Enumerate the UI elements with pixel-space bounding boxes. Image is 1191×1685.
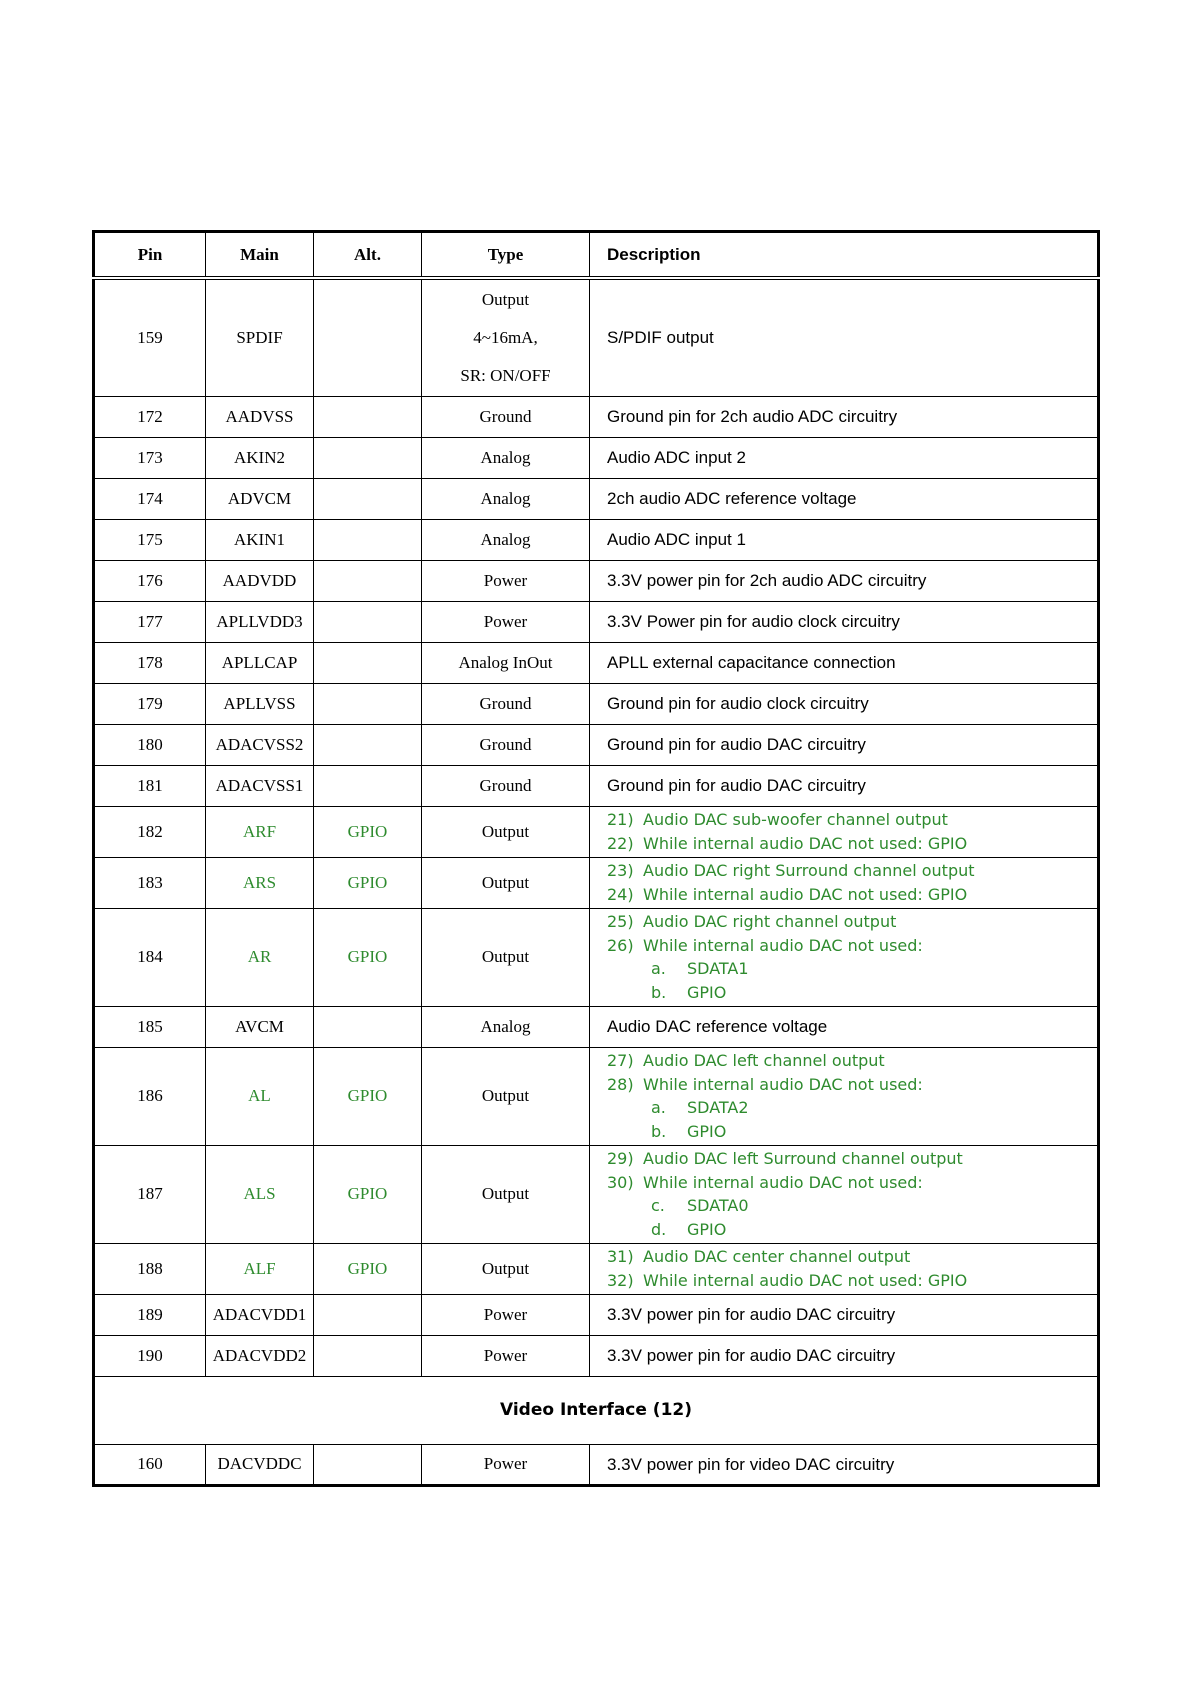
table-body bbox=[94, 278, 1099, 1485]
list-item-text: Audio DAC center channel output bbox=[643, 1247, 911, 1266]
main-cell: AKIN2 bbox=[206, 437, 314, 478]
description-cell: Ground pin for audio DAC circuitry bbox=[590, 724, 1099, 765]
sub-list-item-text: SDATA0 bbox=[687, 1196, 749, 1215]
description-cell: Ground pin for 2ch audio ADC circuitry bbox=[590, 396, 1099, 437]
table-row bbox=[94, 437, 1099, 478]
table-row bbox=[94, 278, 1099, 396]
alt-cell bbox=[314, 601, 422, 642]
list-item-number: 24) bbox=[607, 884, 634, 904]
sub-list-item bbox=[607, 1096, 1097, 1120]
sub-list-item bbox=[607, 981, 1097, 1005]
type-cell: Power bbox=[422, 1294, 590, 1335]
list-item-number: 31) bbox=[607, 1247, 634, 1266]
table-row bbox=[94, 683, 1099, 724]
pin-cell: 181 bbox=[94, 765, 206, 806]
sub-list-item-text: SDATA1 bbox=[687, 959, 749, 978]
table-row bbox=[94, 601, 1099, 642]
description-list bbox=[607, 1245, 1097, 1292]
alt-cell bbox=[314, 683, 422, 724]
list-item-text: While internal audio DAC not used: GPIO bbox=[643, 884, 968, 904]
pin-cell: 185 bbox=[94, 1006, 206, 1047]
header-pin: Pin bbox=[94, 232, 206, 279]
type-cell: Output bbox=[422, 857, 590, 908]
table-row bbox=[94, 724, 1099, 765]
description-cell bbox=[590, 1047, 1099, 1145]
table-row bbox=[94, 765, 1099, 806]
sub-list-item bbox=[607, 1120, 1097, 1144]
alt-cell bbox=[314, 1006, 422, 1047]
pin-cell: 188 bbox=[94, 1243, 206, 1294]
sub-list-item bbox=[607, 1194, 1097, 1218]
list-item bbox=[607, 1245, 1097, 1269]
alt-cell: GPIO bbox=[314, 806, 422, 857]
description-cell: Audio ADC input 2 bbox=[590, 437, 1099, 478]
type-cell: Power bbox=[422, 1335, 590, 1376]
header-type: Type bbox=[422, 232, 590, 279]
header-alt: Alt. bbox=[314, 232, 422, 279]
sub-list-item-letter: d. bbox=[651, 1219, 667, 1239]
description-cell: Audio DAC reference voltage bbox=[590, 1006, 1099, 1047]
list-item bbox=[607, 859, 1097, 883]
main-cell: APLLVDD3 bbox=[206, 601, 314, 642]
type-cell: Output bbox=[422, 1145, 590, 1243]
header-description: Description bbox=[590, 232, 1099, 279]
type-line: SR: ON/OFF bbox=[460, 365, 551, 385]
pin-description-table bbox=[92, 230, 1100, 1487]
sub-list-item-letter: b. bbox=[651, 1121, 667, 1141]
pin-cell: 190 bbox=[94, 1335, 206, 1376]
main-cell: AR bbox=[206, 908, 314, 1006]
list-item-number: 26) bbox=[607, 935, 634, 955]
main-cell: ADVCM bbox=[206, 478, 314, 519]
type-cell: Analog bbox=[422, 437, 590, 478]
main-cell: AKIN1 bbox=[206, 519, 314, 560]
list-item-text: Audio DAC left channel output bbox=[643, 1051, 885, 1070]
list-item bbox=[607, 934, 1097, 958]
alt-cell: GPIO bbox=[314, 1243, 422, 1294]
sub-list-item-letter: c. bbox=[651, 1196, 665, 1215]
pin-cell: 173 bbox=[94, 437, 206, 478]
pin-cell: 177 bbox=[94, 601, 206, 642]
sub-list-item bbox=[607, 957, 1097, 981]
alt-cell: GPIO bbox=[314, 908, 422, 1006]
list-item-number: 22) bbox=[607, 833, 634, 853]
list-item-number: 23) bbox=[607, 861, 634, 880]
section-header-row bbox=[94, 1376, 1099, 1444]
description-cell bbox=[590, 908, 1099, 1006]
alt-cell bbox=[314, 1335, 422, 1376]
list-item bbox=[607, 1073, 1097, 1097]
type-line: Output bbox=[481, 289, 530, 309]
pin-cell: 172 bbox=[94, 396, 206, 437]
type-cell: Output bbox=[422, 908, 590, 1006]
alt-cell bbox=[314, 437, 422, 478]
list-item-text: Audio DAC sub-woofer channel output bbox=[643, 810, 948, 829]
description-list bbox=[607, 910, 1097, 1004]
description-list bbox=[607, 808, 1097, 855]
main-cell: ADACVSS1 bbox=[206, 765, 314, 806]
alt-cell: GPIO bbox=[314, 857, 422, 908]
list-item bbox=[607, 808, 1097, 832]
table-row bbox=[94, 478, 1099, 519]
main-cell: AADVSS bbox=[206, 396, 314, 437]
section-title: Video Interface (12) bbox=[94, 1376, 1099, 1444]
list-item-text: While internal audio DAC not used: GPIO bbox=[643, 1270, 968, 1290]
list-item bbox=[607, 910, 1097, 934]
table-header-row bbox=[94, 232, 1099, 279]
table-row bbox=[94, 1335, 1099, 1376]
alt-cell bbox=[314, 724, 422, 765]
description-cell: 3.3V power pin for audio DAC circuitry bbox=[590, 1294, 1099, 1335]
list-item bbox=[607, 1269, 1097, 1293]
type-cell: Analog bbox=[422, 478, 590, 519]
sub-list-item-text: GPIO bbox=[687, 1121, 727, 1141]
main-cell: ADACVSS2 bbox=[206, 724, 314, 765]
list-item bbox=[607, 1171, 1097, 1195]
type-cell: Output bbox=[422, 806, 590, 857]
sub-list-item-text: GPIO bbox=[687, 1219, 727, 1239]
table-row bbox=[94, 560, 1099, 601]
type-cell: Output bbox=[422, 1047, 590, 1145]
main-cell: APLLCAP bbox=[206, 642, 314, 683]
list-item-text: While internal audio DAC not used: bbox=[643, 935, 923, 955]
type-cell: Analog InOut bbox=[422, 642, 590, 683]
table-row bbox=[94, 1294, 1099, 1335]
type-cell: Power bbox=[422, 1444, 590, 1485]
table-row bbox=[94, 1243, 1099, 1294]
type-cell: Power bbox=[422, 560, 590, 601]
description-cell bbox=[590, 806, 1099, 857]
description-list bbox=[607, 1049, 1097, 1143]
main-cell: ALS bbox=[206, 1145, 314, 1243]
type-cell: Output bbox=[422, 1243, 590, 1294]
description-cell: Audio ADC input 1 bbox=[590, 519, 1099, 560]
pin-cell: 159 bbox=[94, 278, 206, 396]
type-cell: Ground bbox=[422, 765, 590, 806]
sub-list-item-letter: b. bbox=[651, 982, 667, 1002]
description-cell bbox=[590, 857, 1099, 908]
sub-list-item-letter: a. bbox=[651, 959, 666, 978]
main-cell: ALF bbox=[206, 1243, 314, 1294]
alt-cell bbox=[314, 560, 422, 601]
table-row bbox=[94, 396, 1099, 437]
description-cell: 3.3V Power pin for audio clock circuitry bbox=[590, 601, 1099, 642]
pin-cell: 187 bbox=[94, 1145, 206, 1243]
pin-cell: 178 bbox=[94, 642, 206, 683]
description-cell: 2ch audio ADC reference voltage bbox=[590, 478, 1099, 519]
type-cell: Ground bbox=[422, 724, 590, 765]
list-item-text: While internal audio DAC not used: GPIO bbox=[643, 833, 968, 853]
table-row bbox=[94, 519, 1099, 560]
main-cell: ADACVDD2 bbox=[206, 1335, 314, 1376]
pin-cell: 175 bbox=[94, 519, 206, 560]
pin-cell: 184 bbox=[94, 908, 206, 1006]
description-cell: 3.3V power pin for video DAC circuitry bbox=[590, 1444, 1099, 1485]
list-item-number: 27) bbox=[607, 1051, 634, 1070]
list-item-text: While internal audio DAC not used: bbox=[643, 1172, 923, 1192]
pin-cell: 182 bbox=[94, 806, 206, 857]
list-item-text: Audio DAC left Surround channel output bbox=[643, 1149, 963, 1168]
alt-cell bbox=[314, 765, 422, 806]
main-cell: DACVDDC bbox=[206, 1444, 314, 1485]
sub-list-item-letter: a. bbox=[651, 1098, 666, 1117]
pin-cell: 180 bbox=[94, 724, 206, 765]
list-item-number: 30) bbox=[607, 1172, 634, 1192]
description-cell: APLL external capacitance connection bbox=[590, 642, 1099, 683]
main-cell: AADVDD bbox=[206, 560, 314, 601]
description-list bbox=[607, 859, 1097, 906]
sub-list-item-text: SDATA2 bbox=[687, 1098, 749, 1117]
alt-cell bbox=[314, 278, 422, 396]
pin-cell: 189 bbox=[94, 1294, 206, 1335]
pin-cell: 179 bbox=[94, 683, 206, 724]
type-cell: Analog bbox=[422, 519, 590, 560]
list-item-number: 21) bbox=[607, 810, 634, 829]
alt-cell bbox=[314, 1444, 422, 1485]
alt-cell bbox=[314, 478, 422, 519]
description-cell bbox=[590, 1145, 1099, 1243]
header-main: Main bbox=[206, 232, 314, 279]
list-item bbox=[607, 1147, 1097, 1171]
main-cell: ARF bbox=[206, 806, 314, 857]
pin-cell: 186 bbox=[94, 1047, 206, 1145]
type-cell: Analog bbox=[422, 1006, 590, 1047]
list-item-number: 25) bbox=[607, 912, 634, 931]
list-item-text: Audio DAC right channel output bbox=[643, 912, 897, 931]
table-row bbox=[94, 642, 1099, 683]
alt-cell bbox=[314, 642, 422, 683]
table-row bbox=[94, 1047, 1099, 1145]
sub-list-item-text: GPIO bbox=[687, 982, 727, 1002]
description-cell: S/PDIF output bbox=[590, 278, 1099, 396]
alt-cell: GPIO bbox=[314, 1145, 422, 1243]
list-item-number: 32) bbox=[607, 1270, 634, 1290]
table-row bbox=[94, 908, 1099, 1006]
alt-cell bbox=[314, 396, 422, 437]
pin-cell: 174 bbox=[94, 478, 206, 519]
description-cell: 3.3V power pin for 2ch audio ADC circuitry bbox=[590, 560, 1099, 601]
list-item-number: 29) bbox=[607, 1149, 634, 1168]
table-row bbox=[94, 806, 1099, 857]
description-cell: Ground pin for audio clock circuitry bbox=[590, 683, 1099, 724]
type-cell: Ground bbox=[422, 683, 590, 724]
description-cell: Ground pin for audio DAC circuitry bbox=[590, 765, 1099, 806]
description-cell: 3.3V power pin for audio DAC circuitry bbox=[590, 1335, 1099, 1376]
table-row bbox=[94, 857, 1099, 908]
list-item-text: While internal audio DAC not used: bbox=[643, 1074, 923, 1094]
alt-cell: GPIO bbox=[314, 1047, 422, 1145]
main-cell: SPDIF bbox=[206, 278, 314, 396]
type-cell: Ground bbox=[422, 396, 590, 437]
pin-cell: 183 bbox=[94, 857, 206, 908]
type-line: 4~16mA, bbox=[473, 327, 538, 347]
main-cell: ADACVDD1 bbox=[206, 1294, 314, 1335]
type-cell: Power bbox=[422, 601, 590, 642]
sub-list-item bbox=[607, 1218, 1097, 1242]
alt-cell bbox=[314, 1294, 422, 1335]
table-row bbox=[94, 1006, 1099, 1047]
main-cell: AL bbox=[206, 1047, 314, 1145]
list-item-number: 28) bbox=[607, 1074, 634, 1094]
pin-cell: 176 bbox=[94, 560, 206, 601]
list-item-text: Audio DAC right Surround channel output bbox=[643, 861, 975, 880]
pin-cell: 160 bbox=[94, 1444, 206, 1485]
list-item bbox=[607, 1049, 1097, 1073]
list-item bbox=[607, 832, 1097, 856]
list-item bbox=[607, 883, 1097, 907]
description-cell bbox=[590, 1243, 1099, 1294]
description-list bbox=[607, 1147, 1097, 1241]
main-cell: AVCM bbox=[206, 1006, 314, 1047]
main-cell: APLLVSS bbox=[206, 683, 314, 724]
alt-cell bbox=[314, 519, 422, 560]
type-cell bbox=[422, 278, 590, 396]
table-row bbox=[94, 1444, 1099, 1485]
main-cell: ARS bbox=[206, 857, 314, 908]
table-row bbox=[94, 1145, 1099, 1243]
